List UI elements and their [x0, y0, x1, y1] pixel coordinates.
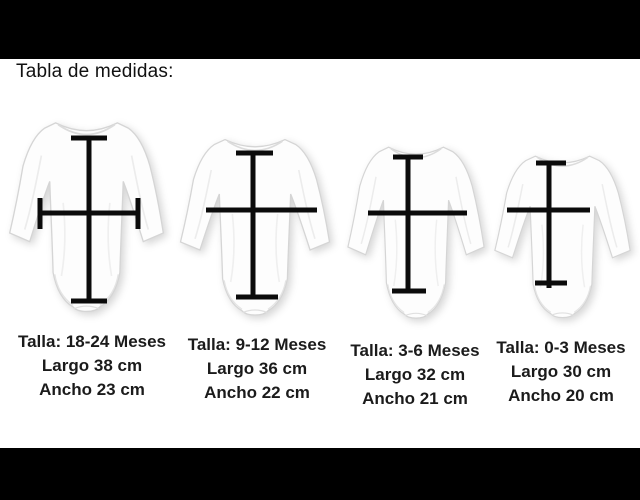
length-label: Largo 30 cm	[510, 362, 612, 381]
size-info-9-12	[173, 333, 341, 405]
bodysuit-image-3-6	[342, 130, 490, 325]
bodysuit-image-0-3	[489, 140, 636, 324]
bodysuit-image-18-24	[3, 104, 170, 319]
length-label: Largo 36 cm	[206, 359, 308, 378]
size-info-18-24	[8, 330, 176, 402]
length-label: Largo 38 cm	[41, 356, 143, 375]
size-info-0-3	[477, 336, 640, 408]
size-info-3-6	[331, 339, 499, 411]
width-label: Ancho 21 cm	[362, 389, 468, 408]
bodysuit-image-9-12	[174, 122, 336, 322]
page-title: Tabla de medidas:	[16, 61, 174, 82]
size-label: Talla: 0-3 Meses	[496, 338, 626, 357]
size-label: Talla: 3-6 Meses	[350, 341, 480, 360]
length-label: Largo 32 cm	[364, 365, 466, 384]
size-label: Talla: 9-12 Meses	[187, 335, 327, 354]
width-label: Ancho 22 cm	[204, 383, 310, 402]
width-label: Ancho 20 cm	[508, 386, 614, 405]
top-letterbox-bar	[0, 0, 640, 59]
bottom-letterbox-bar	[0, 448, 640, 500]
size-label: Talla: 18-24 Meses	[17, 332, 167, 351]
width-label: Ancho 23 cm	[39, 380, 145, 399]
